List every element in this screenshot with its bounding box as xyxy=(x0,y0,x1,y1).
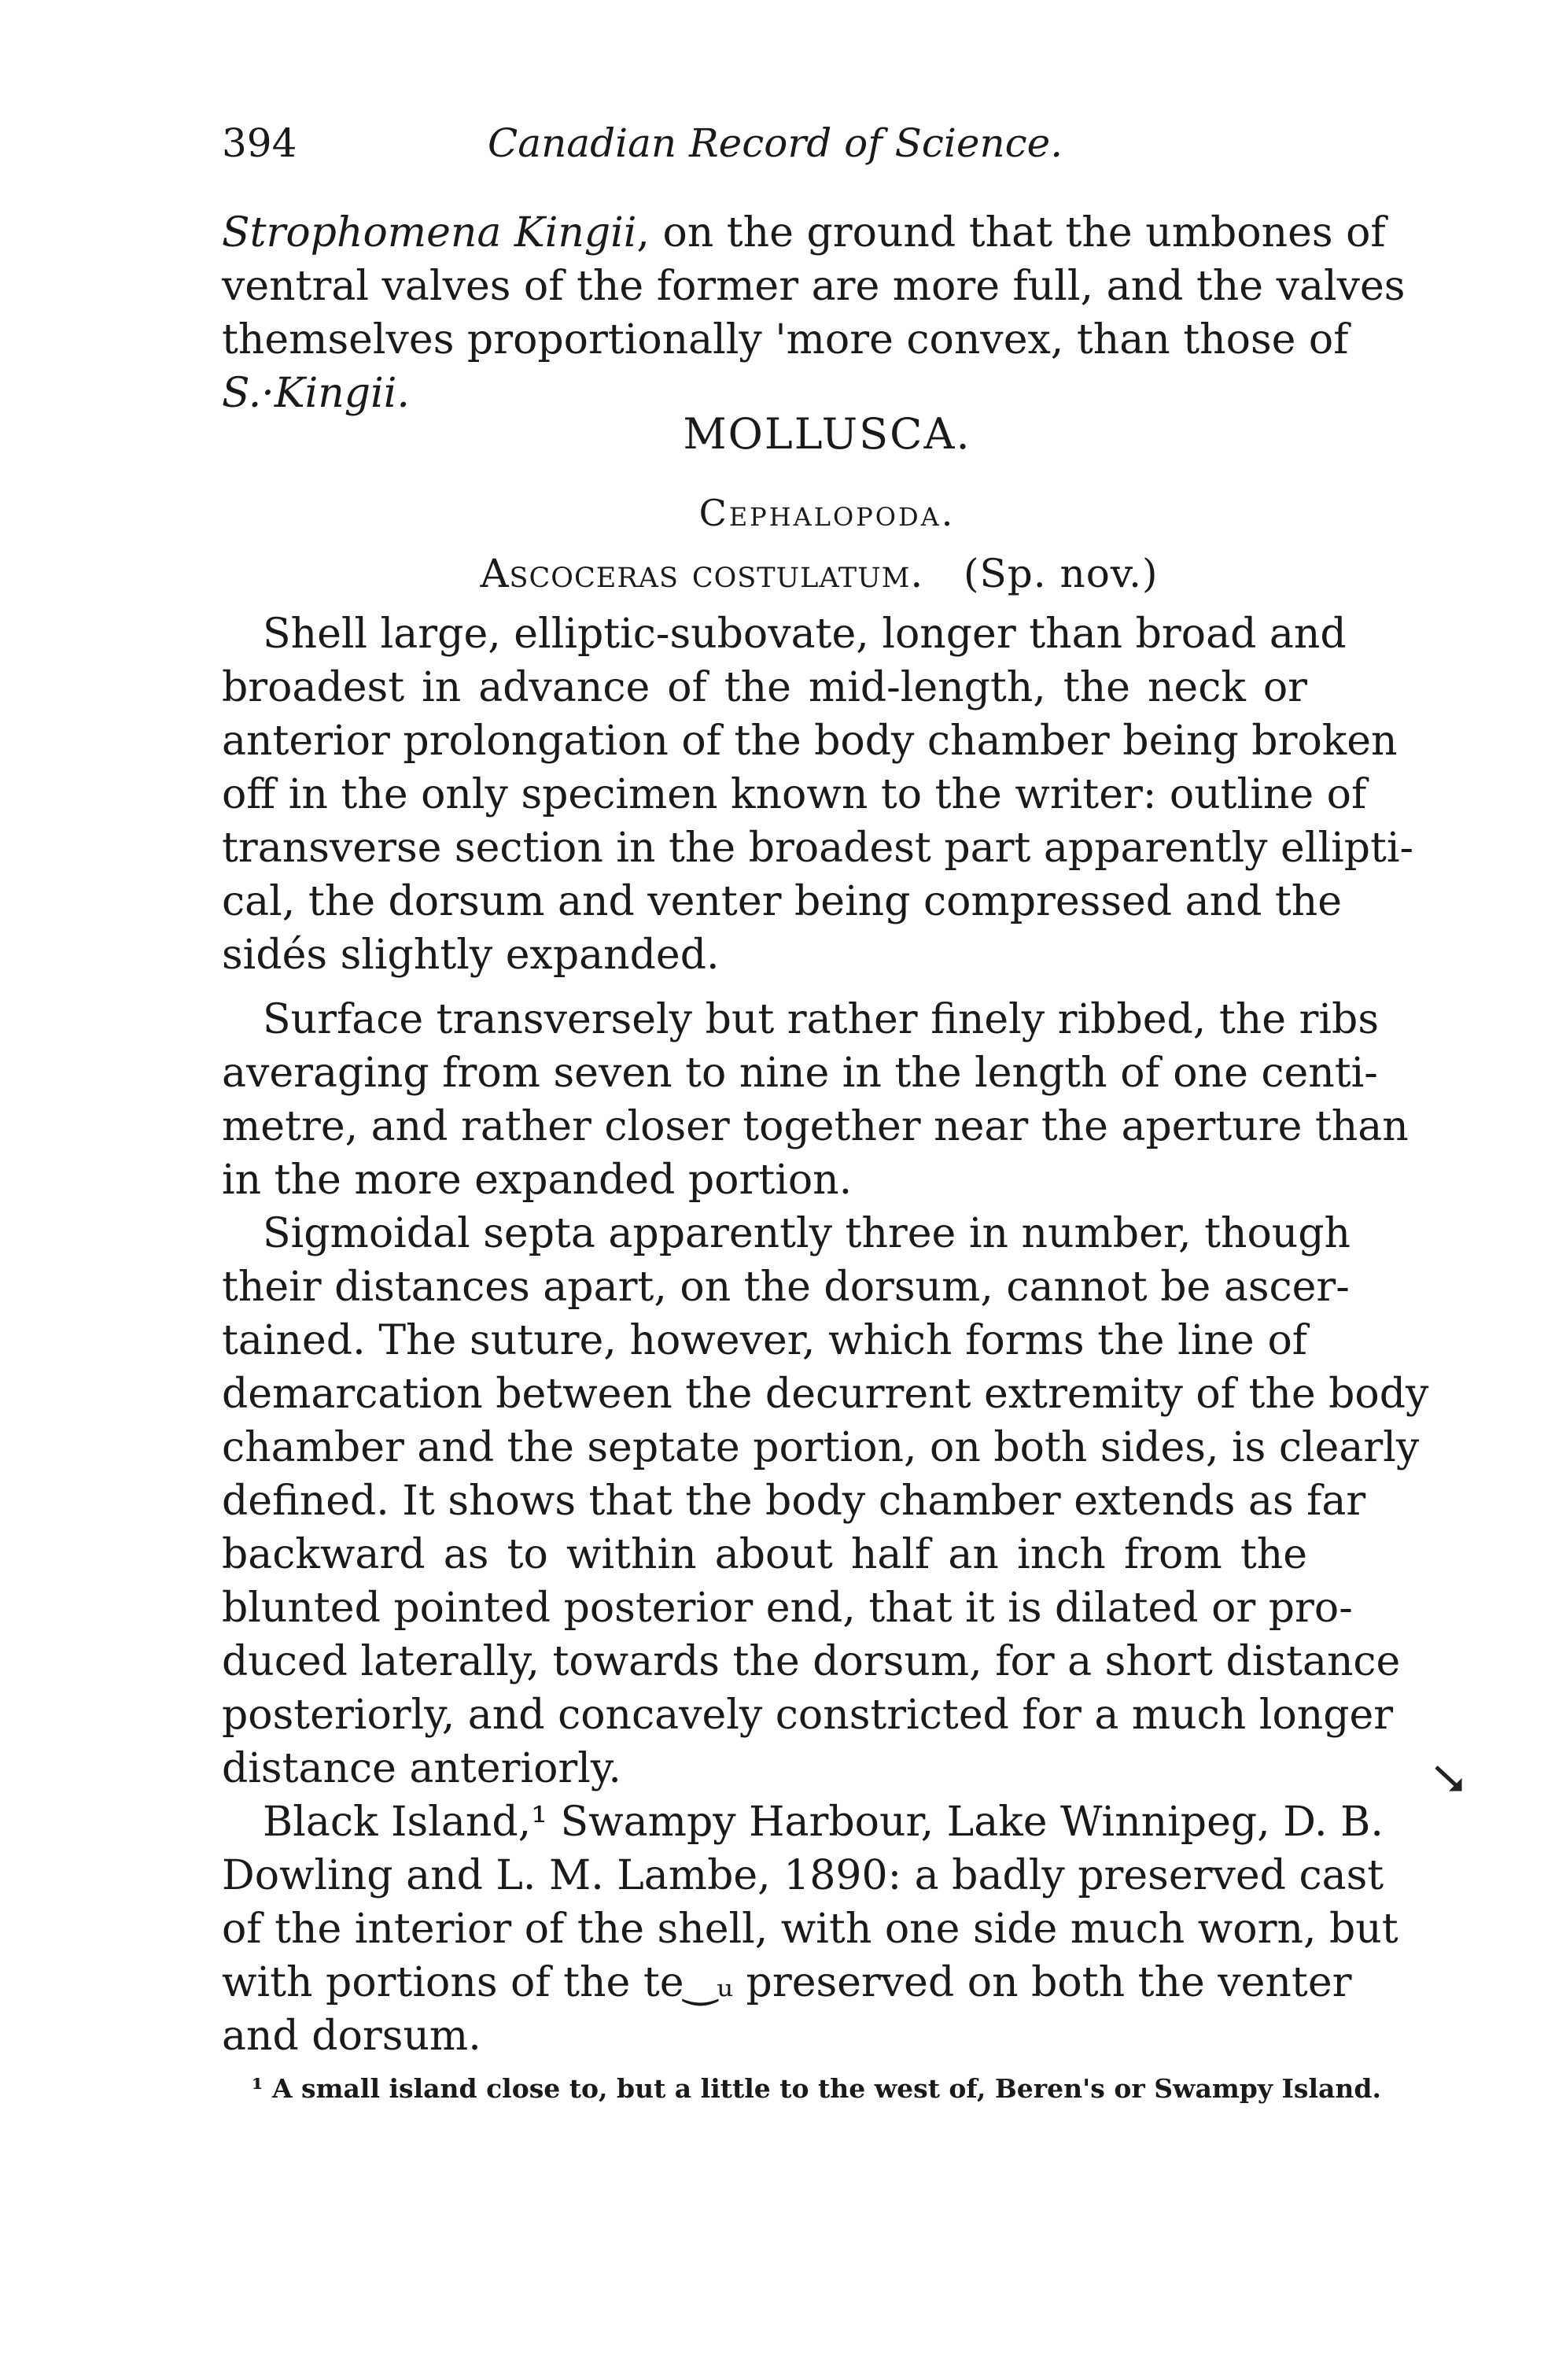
para2-line-3: metre, and rather closer together near the aperture than xyxy=(222,1103,1409,1150)
para4-line-3: of the interior of the shell, with one side much worn, but xyxy=(222,1906,1398,1953)
para2-line-2: averaging from seven to nine in the length of one centi- xyxy=(222,1050,1378,1097)
para1-line-3: anterior prolongation of the body chamber being broken xyxy=(222,718,1398,765)
page-number: 394 xyxy=(222,120,297,166)
species-heading xyxy=(0,551,1544,596)
species-note: (Sp. nov.) xyxy=(963,551,1159,596)
para1-line-7: sidés slightly expanded. xyxy=(222,932,720,979)
intro-line-1: Strophomena Kingii, on the ground that the umbones of xyxy=(222,209,1386,256)
intro-line-4: S.·Kingii. xyxy=(222,370,410,417)
para3-line-4: demarcation between the decurrent extremity of the body xyxy=(222,1371,1429,1418)
order-heading: Cephalopoda. xyxy=(698,492,956,534)
para1-line-1: Shell large, elliptic-subovate, longer than broad and xyxy=(263,611,1347,658)
para2-line-4: in the more expanded portion. xyxy=(222,1157,853,1204)
para1-line-4: off in the only specimen known to the writer: outline of xyxy=(222,771,1367,818)
genus-name: Strophomena Kingii xyxy=(222,209,637,256)
intro-line-2: ventral valves of the former are more full, and the valves xyxy=(222,263,1406,310)
class-heading: MOLLUSCA. xyxy=(683,409,971,459)
para4-line-5: and dorsum. xyxy=(222,2013,481,2060)
para3-line-3: tained. The suture, however, which forms the line of xyxy=(222,1317,1307,1364)
para3-line-6: defined. It shows that the body chamber extends as far xyxy=(222,1478,1366,1525)
para3-line-5: chamber and the septate portion, on both sides, is clearly xyxy=(222,1424,1420,1471)
para4-line-1: Black Island,¹ Swampy Harbour, Lake Winnipeg, D. B. xyxy=(263,1799,1384,1846)
para1-line-6: cal, the dorsum and venter being compressed and the xyxy=(222,878,1343,925)
para3-line-11: distance anteriorly. xyxy=(222,1745,621,1792)
para4-line-2: Dowling and L. M. Lambe, 1890: a badly preserved cast xyxy=(222,1852,1384,1899)
para3-line-9: duced laterally, towards the dorsum, for a short distance xyxy=(222,1638,1401,1685)
intro-line-3: themselves proportionally 'more convex, than those of xyxy=(222,316,1349,363)
para3-line-8: blunted pointed posterior end, that it is dilated or pro- xyxy=(222,1585,1353,1632)
species-name: Ascoceras costulatum. xyxy=(480,551,924,596)
stray-mark-icon xyxy=(1433,1762,1465,1794)
para3-line-10: posteriorly, and concavely constricted for a much longer xyxy=(222,1692,1394,1739)
para4-line-4: with portions of the te‿ᵤ preserved on both the venter xyxy=(222,1959,1352,2006)
para3-line-1: Sigmoidal septa apparently three in number, though xyxy=(263,1210,1351,1257)
para1-line-2: broadest in advance of the mid-length, the neck or xyxy=(222,664,1307,711)
para3-line-2: their distances apart, on the dorsum, cannot be ascer- xyxy=(222,1264,1350,1311)
para2-line-1: Surface transversely but rather finely ribbed, the ribs xyxy=(263,996,1380,1043)
running-title: Canadian Record of Science. xyxy=(488,120,1063,166)
footnote: ¹ A small island close to, but a little to the west of, Beren's or Swampy Island. xyxy=(252,2073,1381,2104)
para1-line-5: transverse section in the broadest part apparently ellipti- xyxy=(222,825,1414,872)
para3-line-7: backward as to within about half an inch from the xyxy=(222,1531,1307,1578)
